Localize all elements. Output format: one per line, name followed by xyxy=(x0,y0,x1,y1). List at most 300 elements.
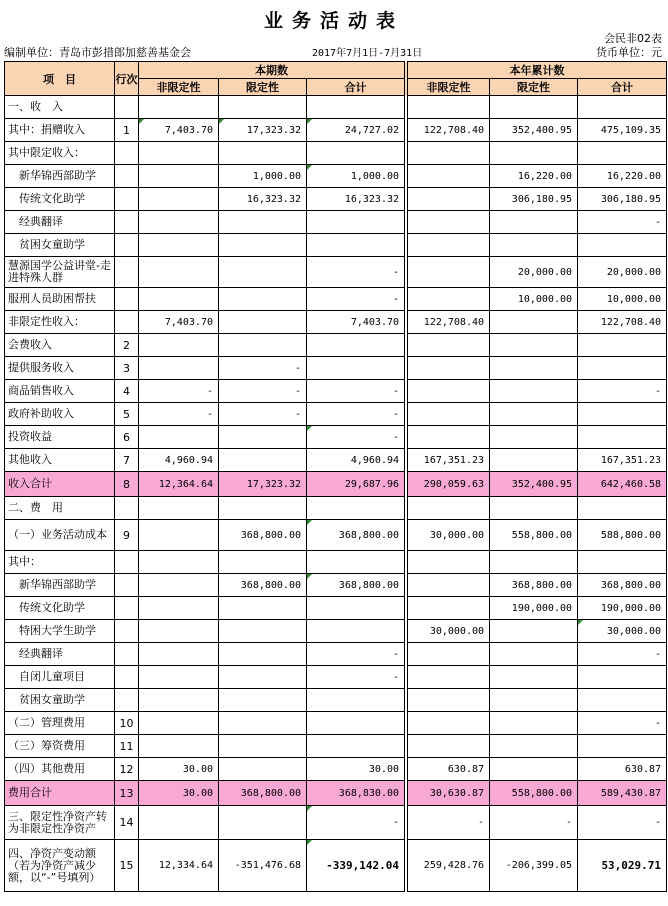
current-total-cell xyxy=(307,712,405,735)
ytd-total-cell: - xyxy=(578,643,667,666)
row-number: 2 xyxy=(115,334,139,357)
row-number: 15 xyxy=(115,840,139,892)
ytd-total-cell: 53,029.71 xyxy=(578,840,667,892)
ytd-total-cell xyxy=(578,735,667,758)
current-restricted-cell xyxy=(219,735,307,758)
row-label: （一）业务活动成本 xyxy=(5,520,115,551)
row-label: 政府补助收入 xyxy=(5,403,115,426)
current-total-cell: 7,403.70 xyxy=(307,311,405,334)
ytd-unrestricted-cell: 30,630.87 xyxy=(408,781,490,806)
ytd-total-cell xyxy=(578,357,667,380)
ytd-total-cell: 190,000.00 xyxy=(578,597,667,620)
row-number: 8 xyxy=(115,472,139,497)
ytd-total-cell xyxy=(578,551,667,574)
ytd-unrestricted-cell xyxy=(408,551,490,574)
current-unrestricted-cell xyxy=(139,357,219,380)
header-row-no: 行次 xyxy=(115,62,139,96)
ytd-restricted-cell: 368,800.00 xyxy=(490,574,578,597)
current-total-cell: 1,000.00 xyxy=(307,165,405,188)
ytd-restricted-cell xyxy=(490,380,578,403)
ytd-unrestricted-cell xyxy=(408,96,490,119)
ytd-total-cell: - xyxy=(578,380,667,403)
ytd-total-cell: 122,708.40 xyxy=(578,311,667,334)
current-total-cell xyxy=(307,597,405,620)
ytd-unrestricted-cell: - xyxy=(408,806,490,840)
ytd-unrestricted-cell xyxy=(408,211,490,234)
table-row xyxy=(5,449,667,472)
ytd-unrestricted-cell xyxy=(408,380,490,403)
ytd-unrestricted-cell: 259,428.76 xyxy=(408,840,490,892)
current-unrestricted-cell xyxy=(139,234,219,257)
ytd-total-cell xyxy=(578,497,667,520)
ytd-restricted-cell xyxy=(490,426,578,449)
current-unrestricted-cell xyxy=(139,211,219,234)
current-total-cell xyxy=(307,735,405,758)
ytd-restricted-cell: 190,000.00 xyxy=(490,597,578,620)
table-row xyxy=(5,806,667,840)
row-number xyxy=(115,188,139,211)
row-number xyxy=(115,497,139,520)
ytd-total-cell xyxy=(578,96,667,119)
ytd-total-cell xyxy=(578,403,667,426)
current-total-cell xyxy=(307,497,405,520)
current-total-cell xyxy=(307,620,405,643)
ytd-total-cell: 20,000.00 xyxy=(578,257,667,288)
table-row xyxy=(5,472,667,497)
current-total-cell xyxy=(307,211,405,234)
row-label: 经典翻译 xyxy=(5,211,115,234)
ytd-total-cell: 10,000.00 xyxy=(578,288,667,311)
table-row xyxy=(5,426,667,449)
header-item: 项 目 xyxy=(5,62,115,96)
table-row xyxy=(5,551,667,574)
ytd-restricted-cell: 558,800.00 xyxy=(490,781,578,806)
header-ytd-restricted: 限定性 xyxy=(490,79,578,96)
header-cur-restricted: 限定性 xyxy=(219,79,307,96)
current-unrestricted-cell xyxy=(139,643,219,666)
ytd-restricted-cell: -206,399.05 xyxy=(490,840,578,892)
current-total-cell: 368,800.00 xyxy=(307,574,405,597)
current-total-cell: 368,800.00 xyxy=(307,520,405,551)
form-number: 会民非02表 xyxy=(604,32,662,45)
row-label: 其他收入 xyxy=(5,449,115,472)
row-label: 服刑人员助困帮扶 xyxy=(5,288,115,311)
ytd-restricted-cell xyxy=(490,234,578,257)
header-cur-total: 合计 xyxy=(307,79,405,96)
current-total-cell: 4,960.94 xyxy=(307,449,405,472)
row-number: 7 xyxy=(115,449,139,472)
row-label: 商品销售收入 xyxy=(5,380,115,403)
row-number xyxy=(115,257,139,288)
ytd-total-cell: 642,460.58 xyxy=(578,472,667,497)
ytd-unrestricted-cell: 30,000.00 xyxy=(408,620,490,643)
current-total-cell: - xyxy=(307,426,405,449)
row-label: 收入合计 xyxy=(5,472,115,497)
ytd-unrestricted-cell: 290,059.63 xyxy=(408,472,490,497)
current-restricted-cell: -351,476.68 xyxy=(219,840,307,892)
current-restricted-cell xyxy=(219,257,307,288)
table-row xyxy=(5,574,667,597)
current-total-cell xyxy=(307,357,405,380)
table-row xyxy=(5,234,667,257)
current-total-cell: - xyxy=(307,643,405,666)
current-unrestricted-cell: 12,364.64 xyxy=(139,472,219,497)
table-row xyxy=(5,257,667,288)
ytd-restricted-cell xyxy=(490,712,578,735)
table-row xyxy=(5,142,667,165)
table-row xyxy=(5,334,667,357)
current-unrestricted-cell: 7,403.70 xyxy=(139,119,219,142)
activity-table xyxy=(4,61,667,892)
row-number xyxy=(115,165,139,188)
row-number: 6 xyxy=(115,426,139,449)
ytd-unrestricted-cell xyxy=(408,234,490,257)
current-restricted-cell xyxy=(219,426,307,449)
current-restricted-cell xyxy=(219,758,307,781)
row-label: 其中：捐赠收入 xyxy=(5,119,115,142)
ytd-restricted-cell xyxy=(490,96,578,119)
current-restricted-cell xyxy=(219,96,307,119)
current-restricted-cell xyxy=(219,689,307,712)
current-unrestricted-cell xyxy=(139,689,219,712)
ytd-unrestricted-cell xyxy=(408,735,490,758)
row-label: 提供服务收入 xyxy=(5,357,115,380)
ytd-unrestricted-cell xyxy=(408,257,490,288)
currency-unit: 货币单位：元 xyxy=(596,46,662,59)
ytd-unrestricted-cell xyxy=(408,165,490,188)
ytd-unrestricted-cell xyxy=(408,357,490,380)
ytd-total-cell xyxy=(578,142,667,165)
current-restricted-cell xyxy=(219,211,307,234)
table-row xyxy=(5,758,667,781)
row-number xyxy=(115,574,139,597)
current-restricted-cell xyxy=(219,311,307,334)
current-restricted-cell xyxy=(219,497,307,520)
current-unrestricted-cell xyxy=(139,551,219,574)
row-number xyxy=(115,666,139,689)
header-ytd: 本年累计数 xyxy=(408,62,667,79)
current-unrestricted-cell xyxy=(139,735,219,758)
current-restricted-cell: 368,800.00 xyxy=(219,781,307,806)
row-label: 非限定性收入： xyxy=(5,311,115,334)
row-number xyxy=(115,551,139,574)
current-restricted-cell: 17,323.32 xyxy=(219,472,307,497)
row-label: 自闭儿童项目 xyxy=(5,666,115,689)
current-restricted-cell xyxy=(219,806,307,840)
ytd-unrestricted-cell xyxy=(408,288,490,311)
row-number: 14 xyxy=(115,806,139,840)
ytd-total-cell: 16,220.00 xyxy=(578,165,667,188)
row-number xyxy=(115,620,139,643)
ytd-restricted-cell xyxy=(490,689,578,712)
current-restricted-cell xyxy=(219,288,307,311)
current-unrestricted-cell xyxy=(139,574,219,597)
ytd-unrestricted-cell xyxy=(408,643,490,666)
row-number xyxy=(115,96,139,119)
ytd-restricted-cell: 352,400.95 xyxy=(490,472,578,497)
ytd-unrestricted-cell xyxy=(408,334,490,357)
current-unrestricted-cell xyxy=(139,620,219,643)
table-row xyxy=(5,357,667,380)
ytd-unrestricted-cell xyxy=(408,426,490,449)
current-restricted-cell xyxy=(219,234,307,257)
current-restricted-cell xyxy=(219,449,307,472)
table-row xyxy=(5,781,667,806)
current-restricted-cell xyxy=(219,712,307,735)
row-number: 9 xyxy=(115,520,139,551)
row-label: 二、费 用 xyxy=(5,497,115,520)
row-number: 12 xyxy=(115,758,139,781)
ytd-unrestricted-cell xyxy=(408,188,490,211)
row-number xyxy=(115,142,139,165)
row-number: 13 xyxy=(115,781,139,806)
current-restricted-cell: 1,000.00 xyxy=(219,165,307,188)
header-cur-unrestricted: 非限定性 xyxy=(139,79,219,96)
current-unrestricted-cell: 7,403.70 xyxy=(139,311,219,334)
current-restricted-cell: 16,323.32 xyxy=(219,188,307,211)
row-label: 会费收入 xyxy=(5,334,115,357)
table-row xyxy=(5,380,667,403)
row-number: 3 xyxy=(115,357,139,380)
table-row xyxy=(5,520,667,551)
table-row xyxy=(5,288,667,311)
ytd-total-cell xyxy=(578,426,667,449)
table-row xyxy=(5,311,667,334)
current-unrestricted-cell: 12,334.64 xyxy=(139,840,219,892)
ytd-restricted-cell: - xyxy=(490,806,578,840)
current-unrestricted-cell xyxy=(139,712,219,735)
table-row xyxy=(5,643,667,666)
row-label: 投资收益 xyxy=(5,426,115,449)
row-label: 三、限定性净资产转为非限定性净资产 xyxy=(5,806,115,840)
table-row xyxy=(5,188,667,211)
current-total-cell: 30.00 xyxy=(307,758,405,781)
row-number: 5 xyxy=(115,403,139,426)
current-unrestricted-cell xyxy=(139,257,219,288)
ytd-total-cell: 475,109.35 xyxy=(578,119,667,142)
ytd-unrestricted-cell xyxy=(408,403,490,426)
current-total-cell xyxy=(307,96,405,119)
ytd-restricted-cell xyxy=(490,142,578,165)
ytd-restricted-cell xyxy=(490,497,578,520)
organization-name: 编制单位：青岛市彭措郎加慈善基金会 xyxy=(4,46,191,59)
ytd-unrestricted-cell xyxy=(408,497,490,520)
current-unrestricted-cell: - xyxy=(139,403,219,426)
ytd-total-cell: 306,180.95 xyxy=(578,188,667,211)
ytd-unrestricted-cell: 122,708.40 xyxy=(408,311,490,334)
ytd-unrestricted-cell xyxy=(408,574,490,597)
current-unrestricted-cell xyxy=(139,96,219,119)
ytd-total-cell: 368,800.00 xyxy=(578,574,667,597)
current-restricted-cell xyxy=(219,666,307,689)
ytd-total-cell: - xyxy=(578,712,667,735)
ytd-total-cell xyxy=(578,666,667,689)
row-label: 经典翻译 xyxy=(5,643,115,666)
table-row xyxy=(5,666,667,689)
ytd-restricted-cell xyxy=(490,403,578,426)
row-label: 其中限定收入： xyxy=(5,142,115,165)
row-number xyxy=(115,211,139,234)
row-label: （二）管理费用 xyxy=(5,712,115,735)
current-total-cell: - xyxy=(307,257,405,288)
current-unrestricted-cell xyxy=(139,165,219,188)
ytd-restricted-cell xyxy=(490,357,578,380)
current-unrestricted-cell xyxy=(139,520,219,551)
current-total-cell: - xyxy=(307,403,405,426)
current-restricted-cell: 368,800.00 xyxy=(219,574,307,597)
table-row xyxy=(5,211,667,234)
row-number: 10 xyxy=(115,712,139,735)
current-total-cell: -339,142.04 xyxy=(307,840,405,892)
current-restricted-cell xyxy=(219,334,307,357)
current-unrestricted-cell xyxy=(139,188,219,211)
ytd-unrestricted-cell: 167,351.23 xyxy=(408,449,490,472)
header-current-period: 本期数 xyxy=(139,62,405,79)
ytd-unrestricted-cell: 122,708.40 xyxy=(408,119,490,142)
current-restricted-cell xyxy=(219,142,307,165)
ytd-restricted-cell xyxy=(490,449,578,472)
current-restricted-cell: - xyxy=(219,403,307,426)
header-ytd-unrestricted: 非限定性 xyxy=(408,79,490,96)
current-unrestricted-cell xyxy=(139,426,219,449)
ytd-total-cell: 630.87 xyxy=(578,758,667,781)
current-unrestricted-cell: 4,960.94 xyxy=(139,449,219,472)
row-label: 四、净资产变动额（若为净资产减少额，以“-”号填列） xyxy=(5,840,115,892)
ytd-total-cell: - xyxy=(578,211,667,234)
current-restricted-cell xyxy=(219,597,307,620)
current-restricted-cell: 368,800.00 xyxy=(219,520,307,551)
current-total-cell xyxy=(307,689,405,712)
ytd-total-cell xyxy=(578,334,667,357)
ytd-restricted-cell xyxy=(490,643,578,666)
table-row xyxy=(5,712,667,735)
ytd-unrestricted-cell xyxy=(408,142,490,165)
current-total-cell xyxy=(307,234,405,257)
ytd-unrestricted-cell: 30,000.00 xyxy=(408,520,490,551)
row-label: 贫困女童助学 xyxy=(5,689,115,712)
current-total-cell: 29,687.96 xyxy=(307,472,405,497)
table-row xyxy=(5,735,667,758)
current-total-cell xyxy=(307,551,405,574)
current-total-cell: - xyxy=(307,666,405,689)
current-restricted-cell xyxy=(219,551,307,574)
row-label: 传统文化助学 xyxy=(5,597,115,620)
current-unrestricted-cell xyxy=(139,666,219,689)
row-number: 4 xyxy=(115,380,139,403)
current-total-cell: 368,830.00 xyxy=(307,781,405,806)
ytd-total-cell: 588,800.00 xyxy=(578,520,667,551)
ytd-total-cell xyxy=(578,234,667,257)
ytd-restricted-cell: 558,800.00 xyxy=(490,520,578,551)
table-row xyxy=(5,119,667,142)
current-restricted-cell: - xyxy=(219,357,307,380)
ytd-restricted-cell xyxy=(490,311,578,334)
ytd-unrestricted-cell xyxy=(408,689,490,712)
row-number xyxy=(115,288,139,311)
ytd-restricted-cell: 16,220.00 xyxy=(490,165,578,188)
row-number xyxy=(115,597,139,620)
ytd-restricted-cell xyxy=(490,666,578,689)
row-number xyxy=(115,689,139,712)
current-restricted-cell xyxy=(219,643,307,666)
ytd-restricted-cell: 10,000.00 xyxy=(490,288,578,311)
row-label: （三）筹资费用 xyxy=(5,735,115,758)
row-label: 一、收 入 xyxy=(5,96,115,119)
row-label: 新华锦西部助学 xyxy=(5,574,115,597)
ytd-total-cell: 30,000.00 xyxy=(578,620,667,643)
row-number xyxy=(115,311,139,334)
current-unrestricted-cell: 30.00 xyxy=(139,758,219,781)
table-row xyxy=(5,497,667,520)
table-row xyxy=(5,403,667,426)
table-row xyxy=(5,165,667,188)
ytd-total-cell: 167,351.23 xyxy=(578,449,667,472)
current-unrestricted-cell: - xyxy=(139,380,219,403)
row-label: （四）其他费用 xyxy=(5,758,115,781)
report-title: 业务活动表 xyxy=(263,10,404,32)
ytd-total-cell xyxy=(578,689,667,712)
ytd-restricted-cell xyxy=(490,211,578,234)
current-total-cell xyxy=(307,142,405,165)
table-row xyxy=(5,96,667,119)
table-row xyxy=(5,597,667,620)
current-restricted-cell: - xyxy=(219,380,307,403)
current-unrestricted-cell xyxy=(139,334,219,357)
table-row xyxy=(5,689,667,712)
table-row xyxy=(5,840,667,892)
ytd-unrestricted-cell: 630.87 xyxy=(408,758,490,781)
ytd-restricted-cell xyxy=(490,551,578,574)
current-total-cell: - xyxy=(307,288,405,311)
ytd-unrestricted-cell xyxy=(408,597,490,620)
current-total-cell: - xyxy=(307,806,405,840)
ytd-total-cell: 589,430.87 xyxy=(578,781,667,806)
ytd-restricted-cell: 20,000.00 xyxy=(490,257,578,288)
current-restricted-cell: 17,323.32 xyxy=(219,119,307,142)
header-row-1 xyxy=(5,62,667,79)
table-row xyxy=(5,620,667,643)
ytd-restricted-cell xyxy=(490,758,578,781)
current-unrestricted-cell xyxy=(139,806,219,840)
row-label: 贫困女童助学 xyxy=(5,234,115,257)
current-unrestricted-cell xyxy=(139,142,219,165)
current-total-cell: 16,323.32 xyxy=(307,188,405,211)
row-label: 费用合计 xyxy=(5,781,115,806)
row-label: 特困大学生助学 xyxy=(5,620,115,643)
current-unrestricted-cell xyxy=(139,497,219,520)
row-number xyxy=(115,234,139,257)
current-total-cell: - xyxy=(307,380,405,403)
row-label: 慧源国学公益讲堂-走进特殊人群 xyxy=(5,257,115,288)
ytd-restricted-cell: 352,400.95 xyxy=(490,119,578,142)
current-unrestricted-cell: 30.00 xyxy=(139,781,219,806)
ytd-total-cell: - xyxy=(578,806,667,840)
report-period: 2017年7月1日-7月31日 xyxy=(312,48,423,59)
row-label: 其中： xyxy=(5,551,115,574)
row-number: 1 xyxy=(115,119,139,142)
header-ytd-total: 合计 xyxy=(578,79,667,96)
current-unrestricted-cell xyxy=(139,288,219,311)
ytd-restricted-cell: 306,180.95 xyxy=(490,188,578,211)
ytd-restricted-cell xyxy=(490,334,578,357)
row-label: 新华锦西部助学 xyxy=(5,165,115,188)
current-total-cell xyxy=(307,334,405,357)
ytd-unrestricted-cell xyxy=(408,666,490,689)
current-unrestricted-cell xyxy=(139,597,219,620)
ytd-restricted-cell xyxy=(490,735,578,758)
current-total-cell: 24,727.02 xyxy=(307,119,405,142)
row-number: 11 xyxy=(115,735,139,758)
